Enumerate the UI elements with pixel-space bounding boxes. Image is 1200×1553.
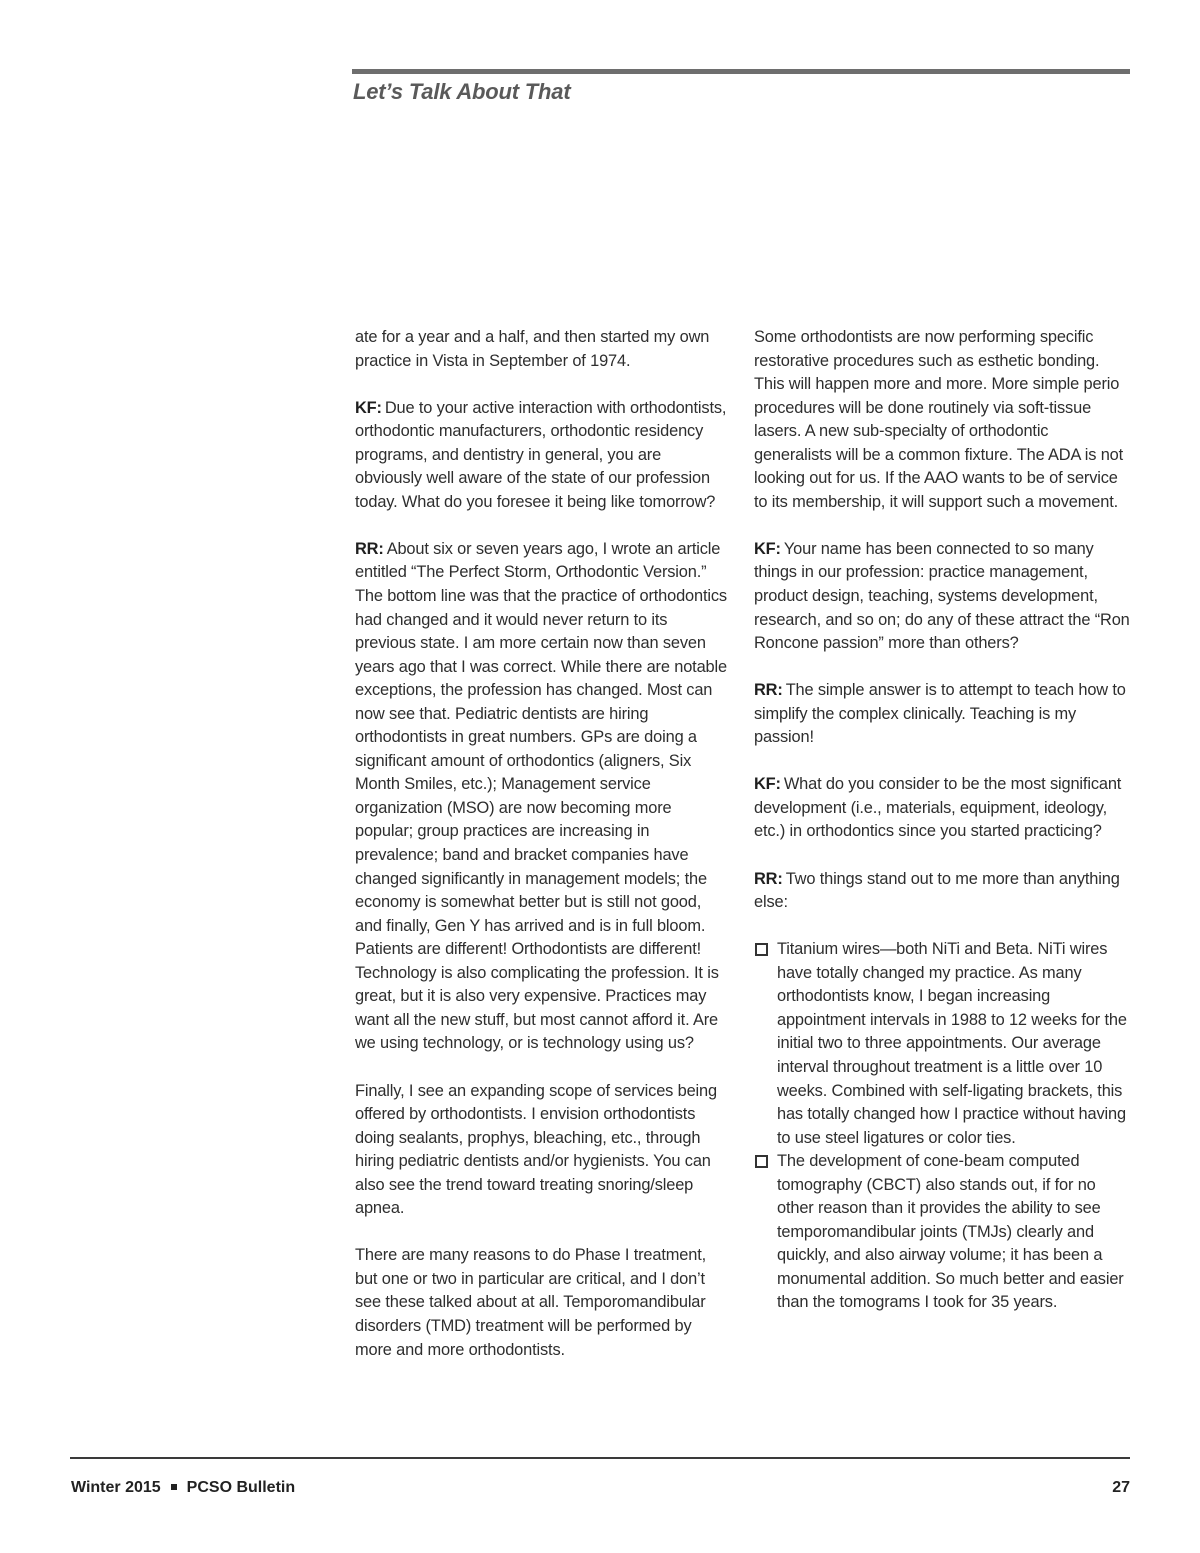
speaker-label: RR: (355, 539, 384, 558)
paragraph (355, 538, 731, 1056)
section-title: Let’s Talk About That (353, 79, 571, 104)
page-number: 27 (1112, 1479, 1130, 1496)
paragraph-text: What do you consider to be the most significant development (i.e., materials, equipment, ideology, etc.) in orthodontics since you started practicing? (754, 775, 1122, 841)
list-item-text: The development of cone-beam computed tomography (CBCT) also stands out, if for no other reason than it provides the ability to see temporomandibular joints (TMJs) clearly and quickly, and also airway volume; it has been a monumental addition. So much better and easier than the tomograms I took for 35 years. (777, 1152, 1124, 1312)
paragraph-text: Two things stand out to me more than anything else: (754, 869, 1120, 912)
footer-publication-name: PCSO Bulletin (186, 1479, 296, 1496)
paragraph-text: The simple answer is to attempt to teach how to simplify the complex clinically. Teaching is my passion! (754, 681, 1126, 747)
paragraph-text: About six or seven years ago, I wrote an article entitled “The Perfect Storm, Orthodontic Version.” The bottom line was that the practice of orthodontics had changed and it would never return to its previous state. I am more certain now than seven years ago that I was correct. While there are notable exceptions, the profession has changed. Most can now see that. Pediatric dentists are hiring orthodontists in great numbers. GPs are doing a significant amount of orthodontics (aligners, Six Month Smiles, etc.); Management service organization (MSO) are now becoming more popular; group practices are increasing in prevalence; band and bracket companies have changed significantly in management models; the economy is somewhat better but is still not good, and finally, Gen Y has arrived and is in full bloom. Patients are different! Orthodontists are different! Technology is also complicating the profession. It is great, but it is also very expensive. Practices may want all the new stuff, but most cannot afford it. Are we using technology, or is technology using us? (355, 539, 727, 1053)
footer-issue: Winter 2015 (71, 1479, 161, 1496)
paragraph (754, 773, 1130, 844)
bullet-list (754, 938, 1130, 1315)
square-bullet-icon (755, 1155, 768, 1168)
square-bullet-icon (755, 943, 768, 956)
right-column (754, 326, 1130, 1315)
paragraph-text: Due to your active interaction with orthodontists, orthodontic manufacturers, orthodontic residency programs, and dentistry in general, you are obviously well aware of the state of our profession today. What do you foresee it being like tomorrow? (355, 398, 727, 511)
left-column (355, 326, 731, 1362)
paragraph: ate for a year and a half, and then started my own practice in Vista in September of 1974. (355, 328, 710, 370)
paragraph (355, 397, 731, 515)
speaker-label: KF: (754, 539, 781, 558)
list-item (754, 1150, 1130, 1315)
header-rule (352, 69, 1130, 74)
speaker-label: RR: (754, 681, 783, 700)
speaker-label: KF: (355, 398, 382, 417)
paragraph (754, 679, 1130, 750)
paragraph: Some orthodontists are now performing specific restorative procedures such as esthetic bonding. This will happen more and more. More simple perio procedures will be done routinely via soft-tissue lasers. A new sub-specialty of orthodontic generalists will be a common fixture. The ADA is not looking out for us. If the AAO wants to be of service to its membership, it will support such a movement. (754, 328, 1124, 511)
paragraph (754, 538, 1130, 656)
paragraph: Finally, I see an expanding scope of services being offered by orthodontists. I envision orthodontists doing sealants, prophys, bleaching, etc., through hiring pediatric dentists and/or hygienists. You can also see the trend toward treating snoring/sleep apnea. (355, 1081, 717, 1218)
paragraph (754, 868, 1130, 915)
paragraph-text: Your name has been connected to so many things in our profession: practice management, product design, teaching, systems development, research, and so on; do any of these attract the “Ron Roncone passion” more than others? (754, 539, 1130, 653)
list-item (754, 938, 1130, 1150)
footer-publication (71, 1479, 295, 1497)
paragraph: There are many reasons to do Phase I treatment, but one or two in particular are critical, and I don’t see these talked about at all. Temporomandibular disorders (TMD) treatment will be performed by more and more orthodontists. (355, 1246, 706, 1359)
speaker-label: KF: (754, 775, 781, 794)
list-item-text: Titanium wires—both NiTi and Beta. NiTi wires have totally changed my practice. As many orthodontists know, I began increasing appointment intervals in 1988 to 12 weeks for the initial two to three appointments. Our average interval throughout treatment is a little over 10 weeks. Combined with self-ligating brackets, this has totally changed how I practice without having to use steel ligatures or color ties. (777, 940, 1127, 1147)
speaker-label: RR: (754, 869, 783, 888)
square-separator-icon (171, 1484, 177, 1490)
footer-rule (70, 1457, 1130, 1459)
